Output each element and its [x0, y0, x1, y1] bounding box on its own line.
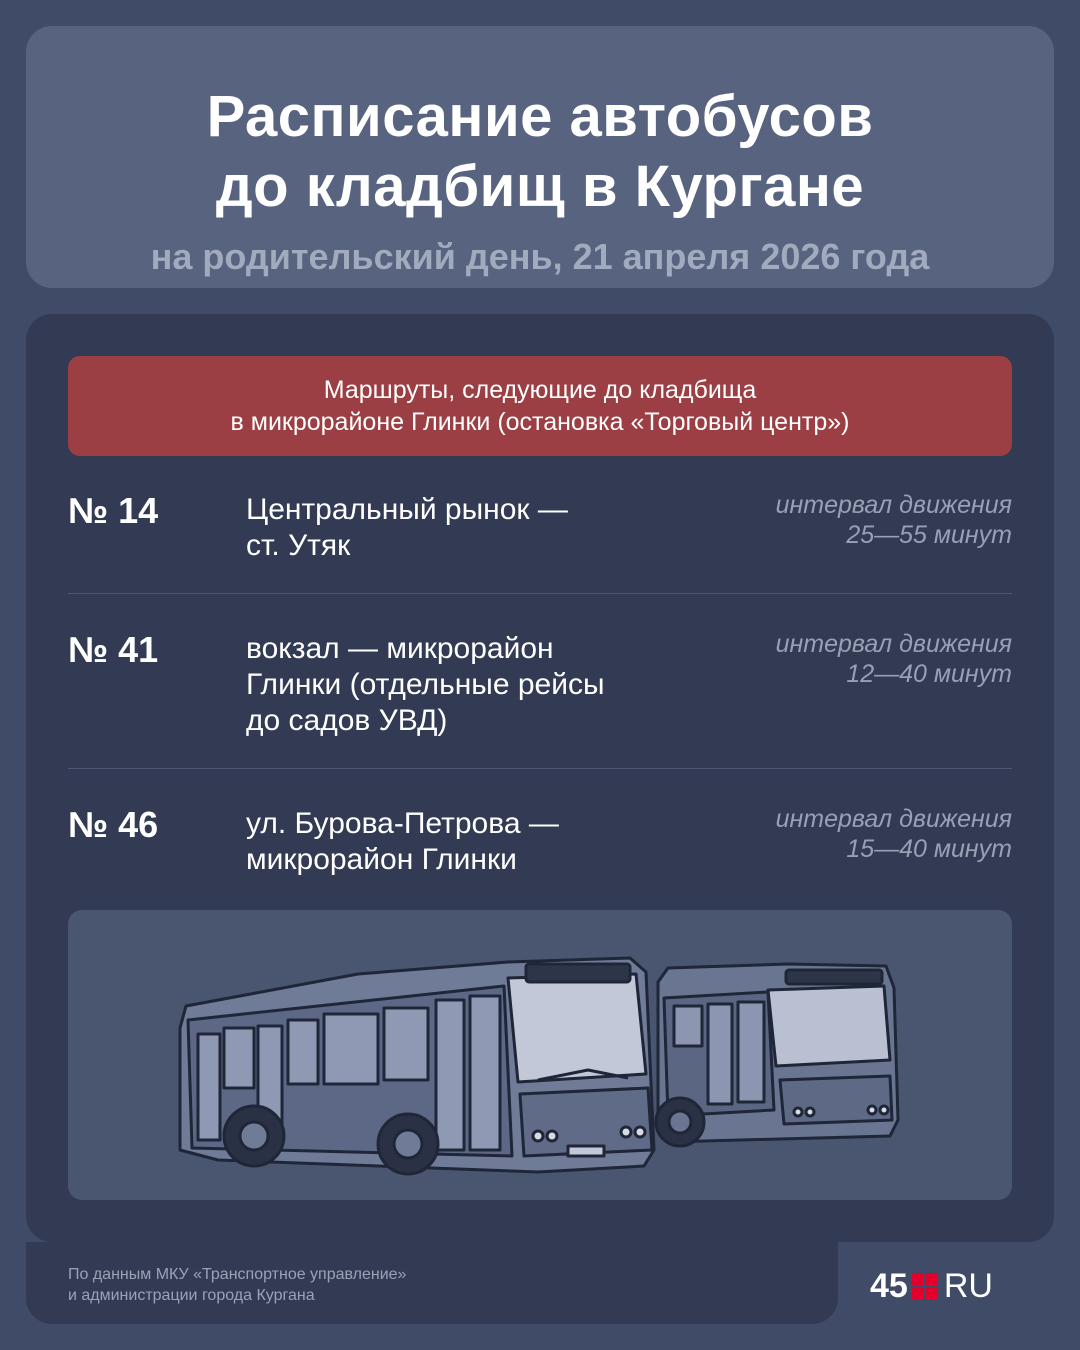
- site-logo[interactable]: [870, 1266, 993, 1306]
- route-description-line: Центральный рынок —: [246, 493, 568, 526]
- route-description: [246, 631, 686, 739]
- bus-illustration-panel: [68, 910, 1012, 1200]
- route-number: № 14: [68, 490, 159, 531]
- page-subtitle: на родительский день, 21 апреля 2026 года: [150, 236, 930, 277]
- route-description-line: Глинки (отдельные рейсы: [246, 668, 605, 701]
- route-number: № 41: [68, 629, 159, 670]
- route-interval: [776, 629, 1012, 689]
- interval-label: интервал движения: [775, 491, 1012, 519]
- route-description-line: до садов УВД): [246, 704, 448, 737]
- route-description-line: вокзал — микрорайон: [246, 632, 554, 665]
- route-description: [246, 806, 686, 878]
- route-description-line: ст. Утяк: [246, 529, 351, 562]
- route-interval: [776, 490, 1012, 550]
- route-description-line: микрорайон Глинки: [246, 843, 517, 876]
- banner-line-1: Маршруты, следующие до кладбища: [323, 376, 757, 404]
- interval-value: 12—40 минут: [846, 660, 1012, 688]
- interval-value: 15—40 минут: [846, 835, 1012, 863]
- title-line-2: до кладбищ в Кургане: [215, 154, 865, 219]
- route-description-line: ул. Бурова-Петрова —: [246, 807, 559, 840]
- header-card: [26, 26, 1054, 288]
- interval-label: интервал движения: [775, 805, 1012, 833]
- interval-label: интервал движения: [775, 630, 1012, 658]
- logo-suffix: RU: [943, 1266, 993, 1305]
- divider: [68, 768, 1012, 769]
- data-source-note: [68, 1264, 406, 1306]
- logo-squares-icon: [912, 1273, 938, 1299]
- cemetery-banner: [68, 356, 1012, 456]
- route-description: [246, 492, 686, 564]
- banner-line-2: в микрорайоне Глинки (остановка «Торговый центр»): [230, 408, 850, 436]
- logo-number: 45: [870, 1266, 908, 1305]
- footer-card: [26, 1242, 838, 1324]
- buses-illustration-icon: [68, 910, 1012, 1200]
- route-number: № 46: [68, 804, 159, 845]
- interval-value: 25—55 минут: [846, 521, 1012, 549]
- route-interval: [776, 804, 1012, 864]
- title-line-1: Расписание автобусов: [206, 84, 874, 149]
- routes-card: [26, 314, 1054, 1242]
- divider: [68, 593, 1012, 594]
- page-title: [26, 82, 1054, 222]
- source-line-2: и администрации города Кургана: [68, 1287, 315, 1304]
- source-line-1: По данным МКУ «Транспортное управление»: [68, 1266, 407, 1283]
